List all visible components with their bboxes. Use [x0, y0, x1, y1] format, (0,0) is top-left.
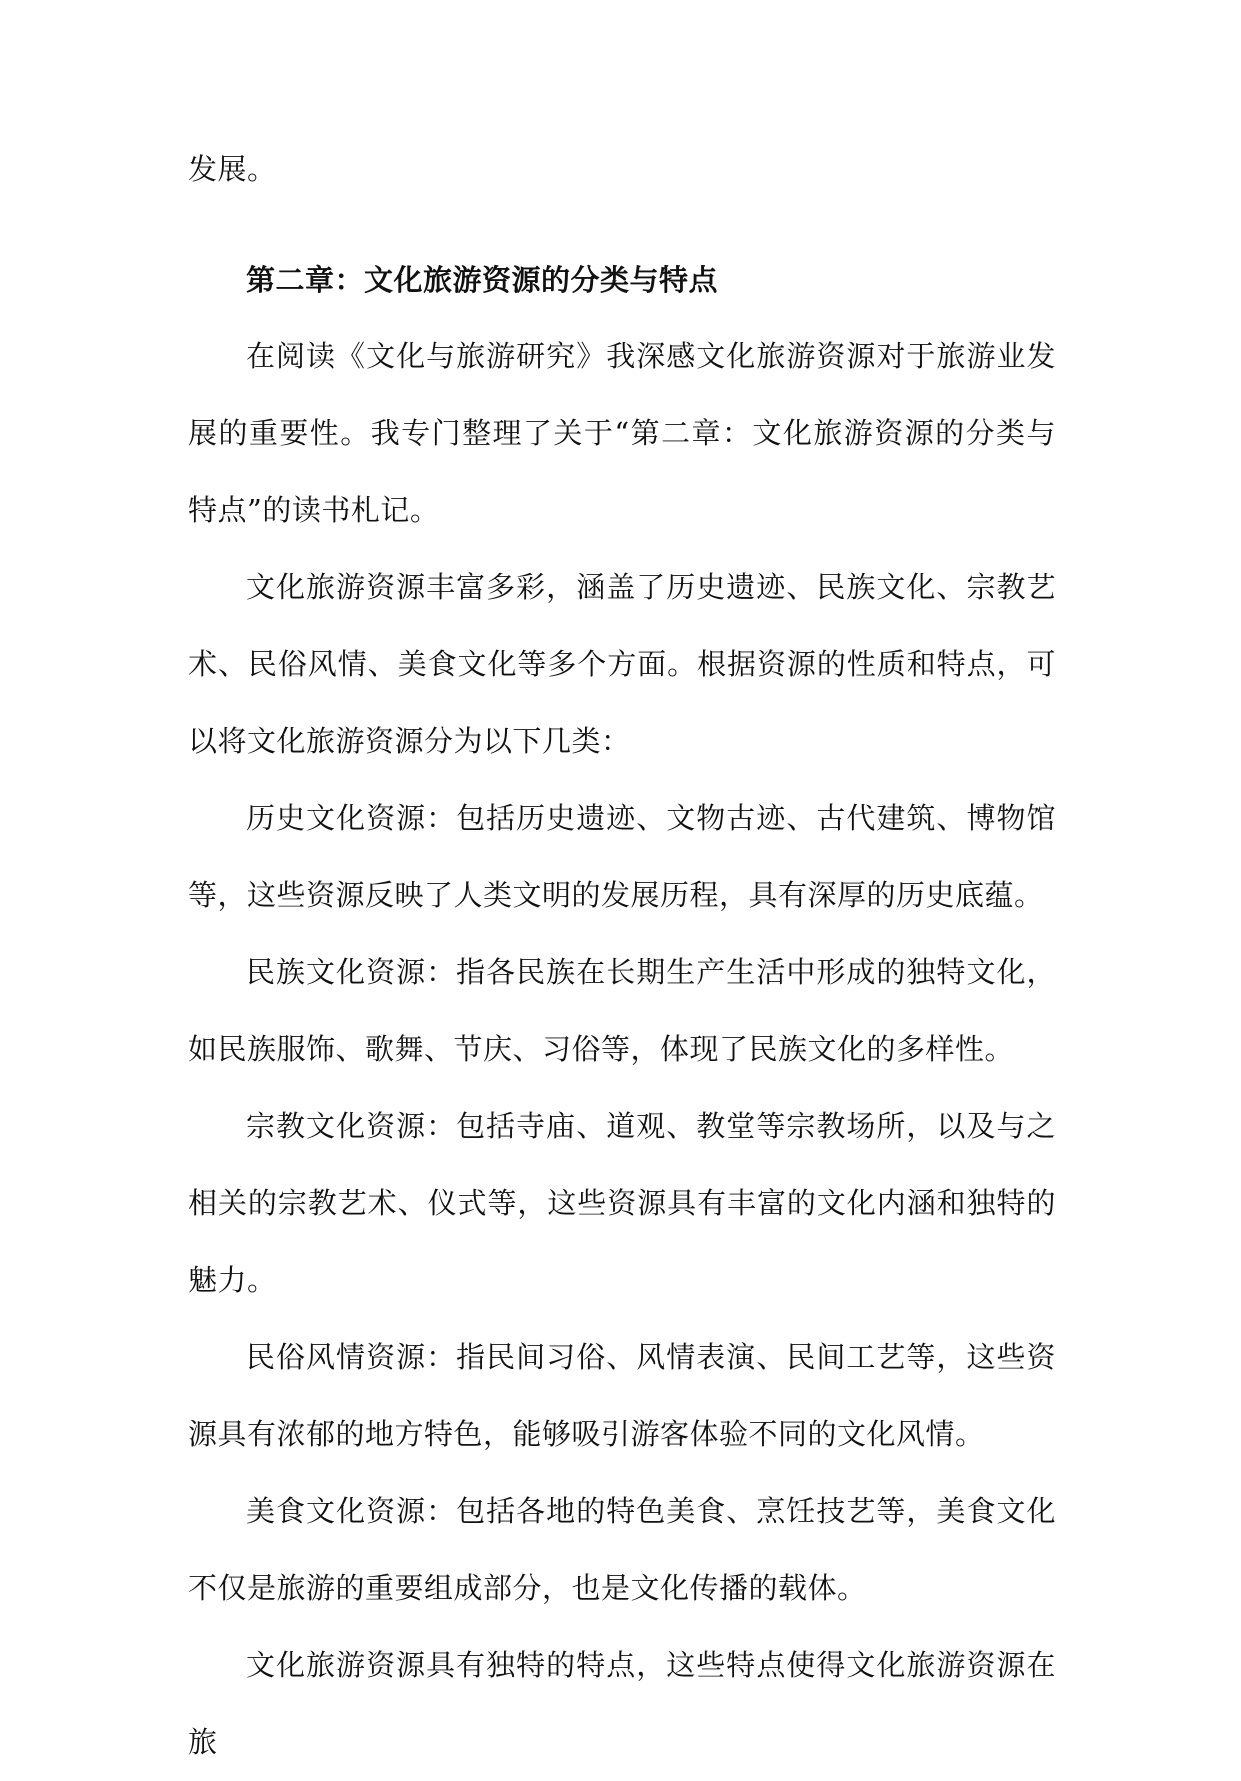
body-text	[188, 318, 1056, 1781]
paragraph-overview: 文化旅游资源丰富多彩，涵盖了历史遗迹、民族文化、宗教艺术、民俗风情、美食文化等多个方面。根据资源的性质和特点，可以将文化旅游资源分为以下几类：	[188, 570, 1056, 758]
paragraph-characteristics: 文化旅游资源具有独特的特点，这些特点使得文化旅游资源在旅	[188, 1648, 1056, 1759]
paragraph-food: 美食文化资源：包括各地的特色美食、烹饪技艺等，美食文化不仅是旅游的重要组成部分，也是文化传播的载体。	[188, 1494, 1056, 1605]
paragraph-historical: 历史文化资源：包括历史遗迹、文物古迹、古代建筑、博物馆等，这些资源反映了人类文明的发展历程，具有深厚的历史底蕴。	[188, 801, 1056, 912]
carryover-text	[188, 131, 1056, 208]
carryover-line: 发展。	[188, 152, 277, 186]
paragraph-religious: 宗教文化资源：包括寺庙、道观、教堂等宗教场所，以及与之相关的宗教艺术、仪式等，这些资源具有丰富的文化内涵和独特的魅力。	[188, 1109, 1056, 1297]
chapter-heading: 第二章：文化旅游资源的分类与特点	[246, 263, 719, 297]
paragraph-intro: 在阅读《文化与旅游研究》我深感文化旅游资源对于旅游业发展的重要性。我专门整理了关于“第二章：文化旅游资源的分类与特点”的读书札记。	[188, 339, 1056, 527]
paragraph-folk: 民俗风情资源：指民间习俗、风情表演、民间工艺等，这些资源具有浓郁的地方特色，能够吸引游客体验不同的文化风情。	[188, 1340, 1056, 1451]
paragraph-ethnic: 民族文化资源：指各民族在长期生产生活中形成的独特文化，如民族服饰、歌舞、节庆、习俗等，体现了民族文化的多样性。	[188, 955, 1056, 1066]
